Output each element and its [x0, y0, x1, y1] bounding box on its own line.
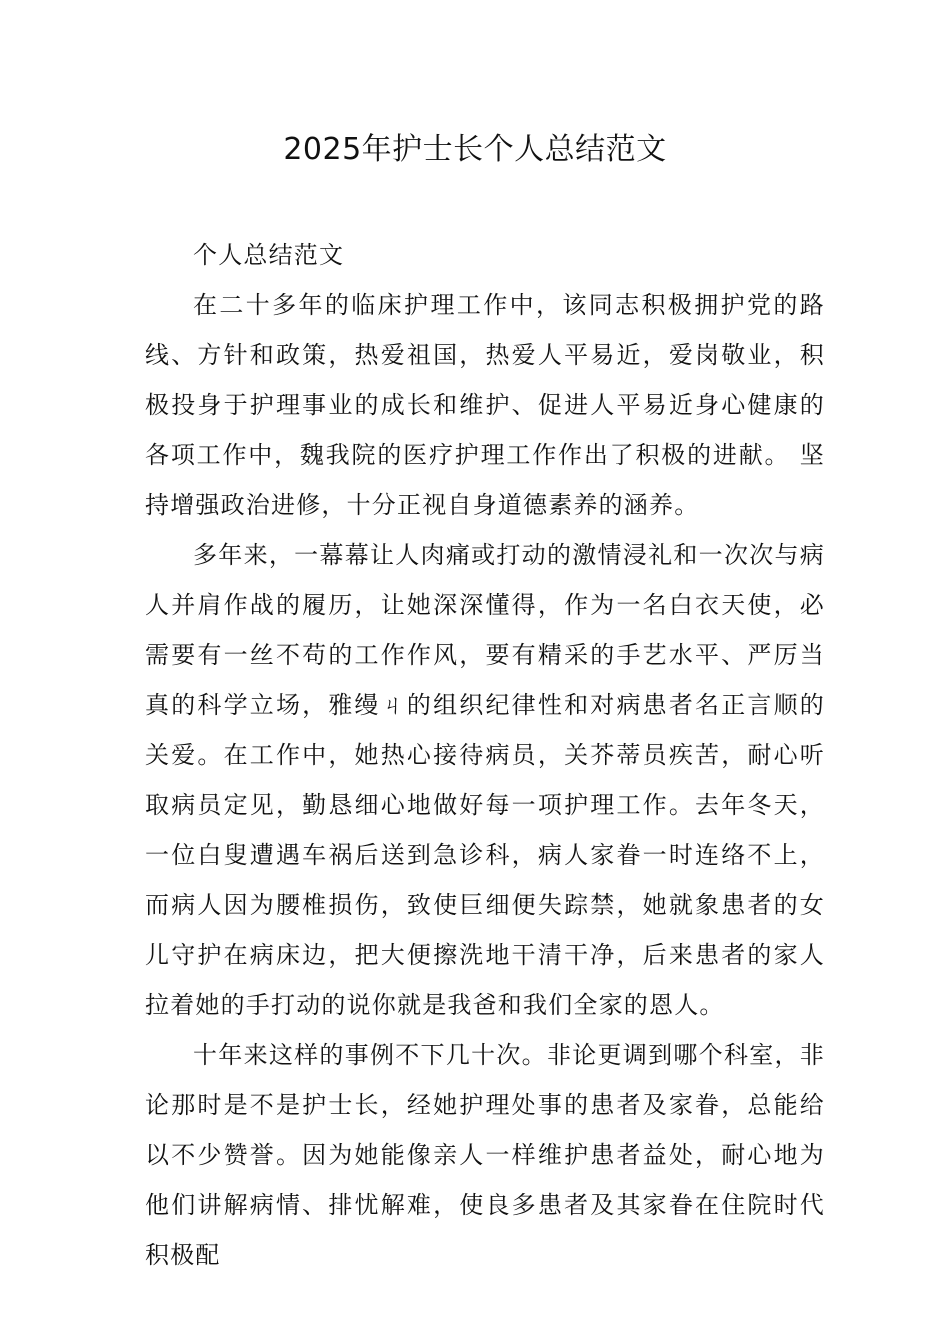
- paragraph: 多年来，一幕幕让人肉痛或打动的激情浸礼和一次次与病人并肩作战的履历，让她深深懂得，作为一名白衣天使，必需要有一丝不苟的工作作风，要有精采的手艺水平、严厉当真的科学立场，雅缦ㄐ的组织纪律性和对病患者名正言顺的关爱。在工作中，她热心接待病员，关芥蒂员疾苦，耐心听取病员定见，勤恳细心地做好每一项护理工作。去年冬天，一位白叟遭遇车祸后送到急诊科，病人家眷一时连络不上，而病人因为腰椎损伤，致使巨细便失踪禁，她就象患者的女儿守护在病床边，把大便擦洗地干清干净，后来患者的家人拉着她的手打动的说你就是我爸和我们全家的恩人。: [145, 541, 825, 1019]
- paragraph-subtitle: 个人总结范文: [193, 241, 345, 269]
- paragraph: 十年来这样的事例不下几十次。非论更调到哪个科室，非论那时是不是护士长，经她护理处事的患者及家眷，总能给以不少赞誉。因为她能像亲人一样维护患者益处，耐心地为他们讲解病情、排忧解难，使良多患者及其家眷在住院时代积极配: [145, 1041, 825, 1269]
- paragraph: 在二十多年的临床护理工作中，该同志积极拥护党的路线、方针和政策，热爱祖国，热爱人平易近，爱岗敬业，积极投身于护理事业的成长和维护、促进人平易近身心健康的各项工作中，魏我院的医疗护理工作作出了积极的进献。 坚持增强政治进修，十分正视自身道德素养的涵养。: [145, 291, 825, 519]
- document-body: [145, 230, 825, 1280]
- document-title: 2025年护士长个人总结范文: [283, 132, 667, 167]
